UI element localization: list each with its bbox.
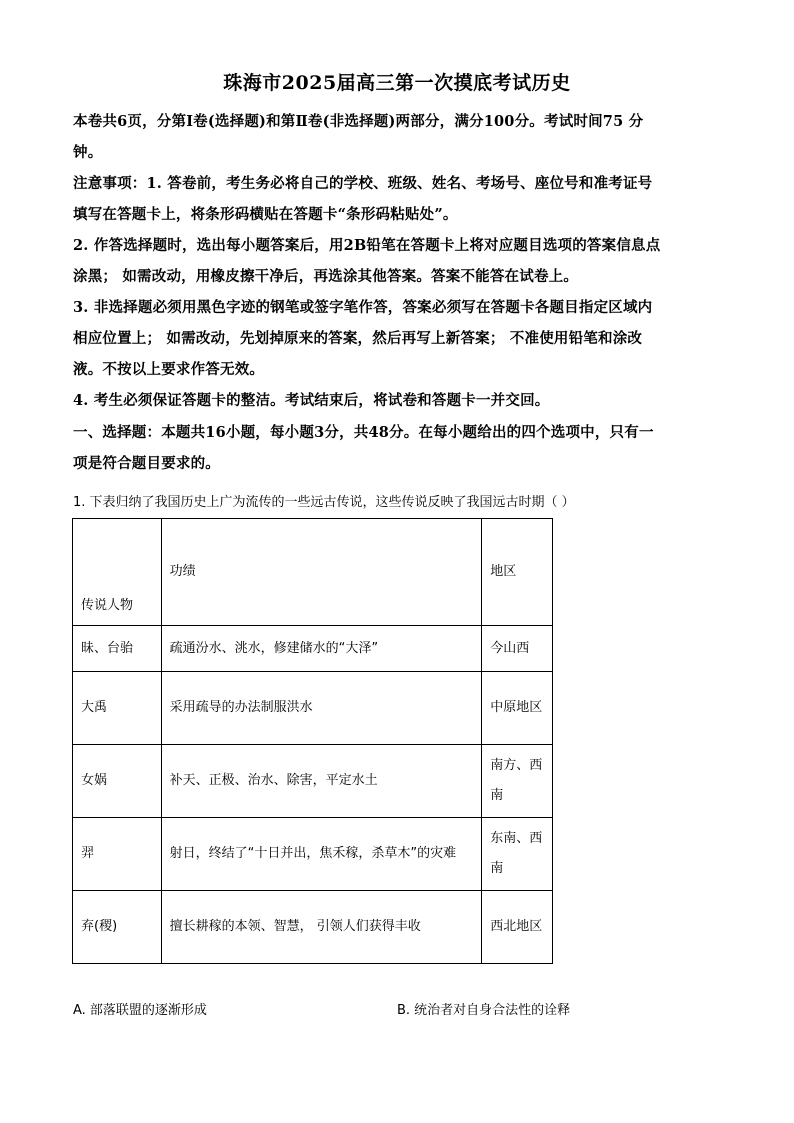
cell-deed: 射日，终结了“十日并出，焦禾稼，杀草木”的灾难 — [161, 818, 482, 891]
cell-person: 弃(稷) — [73, 891, 162, 964]
cell-deed: 采用疏导的办法制服洪水 — [161, 672, 482, 745]
cell-deed: 补天、正极、治水、除害，平定水土 — [161, 745, 482, 818]
cell-region: 南方、西南 — [482, 745, 553, 818]
header-person: 传说人物 — [73, 519, 162, 626]
cell-person: 女娲 — [73, 745, 162, 818]
note-1a: 注意事项：1. 答卷前，考生务必将自己的学校、班级、姓名、考场号、座位号和准考证号 — [73, 175, 653, 192]
cell-region: 中原地区 — [482, 672, 553, 745]
intro-line-1: 本卷共6页，分第Ⅰ卷(选择题)和第Ⅱ卷(非选择题)两部分，满分100分。考试时间75 分 — [73, 113, 644, 130]
note-2b: 涂黑； 如需改动，用橡皮擦干净后，再选涂其他答案。答案不能答在试卷上。 — [73, 268, 579, 285]
table-row — [73, 818, 553, 891]
note-3b: 相应位置上； 如需改动，先划掉原来的答案，然后再写上新答案； 不准使用铅笔和涂改 — [73, 330, 643, 347]
page-title: 珠海市2025届高三第一次摸底考试历史 — [223, 72, 571, 94]
section-heading-2: 项是符合题目要求的。 — [73, 455, 220, 472]
section-heading-1: 一、选择题：本题共16小题，每小题3分，共48分。在每小题给出的四个选项中，只有一 — [73, 424, 654, 441]
cell-deed: 擅长耕稼的本领、智慧， 引领人们获得丰收 — [161, 891, 482, 964]
header-region: 地区 — [482, 519, 553, 626]
table-row — [73, 891, 553, 964]
cell-region: 东南、西南 — [482, 818, 553, 891]
cell-region: 西北地区 — [482, 891, 553, 964]
cell-person: 大禹 — [73, 672, 162, 745]
note-2a: 2. 作答选择题时，选出每小题答案后，用2B铅笔在答题卡上将对应题目选项的答案信息点 — [73, 237, 661, 254]
note-4: 4. 考生必须保证答题卡的整洁。考试结束后，将试卷和答题卡一并交回。 — [73, 392, 550, 409]
cell-person: 昧、台骀 — [73, 626, 162, 672]
option-a[interactable]: A. 部落联盟的逐渐形成 — [73, 1003, 207, 1018]
cell-deed: 疏通汾水、洮水，修建储水的“大泽” — [161, 626, 482, 672]
legend-table — [72, 518, 553, 964]
table-row — [73, 626, 553, 672]
cell-person: 羿 — [73, 818, 162, 891]
header-deed: 功绩 — [161, 519, 482, 626]
note-3a: 3. 非选择题必须用黑色字迹的钢笔或签字笔作答，答案必须写在答题卡各题目指定区域内 — [73, 299, 653, 316]
note-3c: 液。不按以上要求作答无效。 — [73, 361, 265, 378]
intro-line-2: 钟。 — [73, 144, 103, 161]
question-1-stem: 1. 下表归纳了我国历史上广为流传的一些远古传说，这些传说反映了我国远古时期（ ） — [73, 495, 575, 510]
cell-region: 今山西 — [482, 626, 553, 672]
option-b[interactable]: B. 统治者对自身合法性的诠释 — [397, 1003, 571, 1018]
table-header-row — [73, 519, 553, 626]
note-1b: 填写在答题卡上，将条形码横贴在答题卡“条形码粘贴处”。 — [73, 206, 458, 223]
table-row — [73, 745, 553, 818]
table-row — [73, 672, 553, 745]
